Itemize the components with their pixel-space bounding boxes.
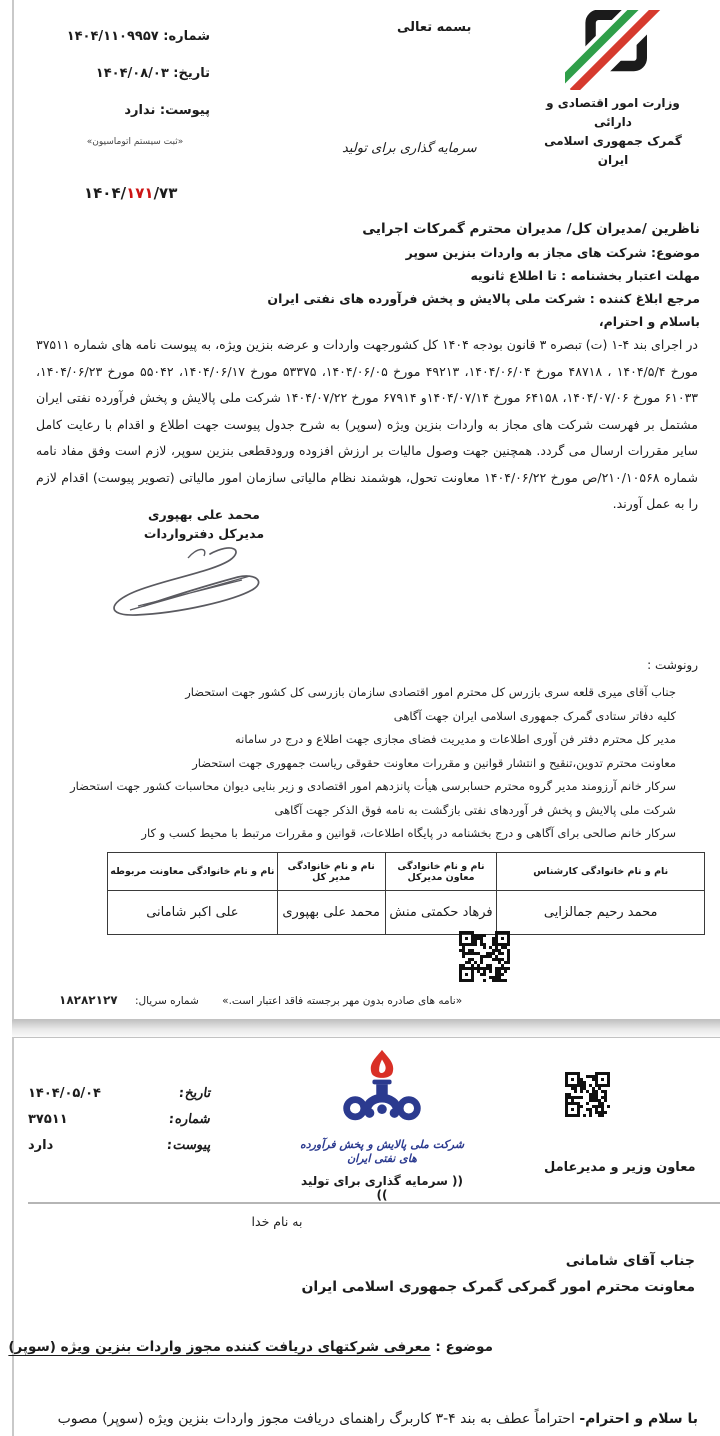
ministry-name: وزارت امور اقتصادی و دارائی bbox=[546, 96, 680, 129]
cc-item: مدیر کل محترم دفتر فن آوری اطلاعات و مدیریت فضای مجازی جهت اطلاع و درج در سامانه bbox=[235, 732, 676, 746]
attachment-value: دارد bbox=[28, 1138, 54, 1153]
cc-item: جناب آقای میری قلعه سری بازرس کل محترم امور اقتصادی سازمان بازرسی کل کشور جهت استحضار bbox=[185, 685, 676, 699]
attachment-label: پیوست: bbox=[159, 103, 210, 118]
table-row bbox=[108, 891, 705, 935]
cc-item: شرکت ملی پالایش و پخش فر آوردهای نفتی بازگشت به نامه فوق الذکر جهت آگاهی bbox=[274, 802, 676, 817]
cc-item: سرکار خانم صالحی برای آگاهی و درج بخشنامه در پایگاه اطلاعات، قوانین و مقررات مرتبط با محیط کسب و کار bbox=[141, 826, 676, 840]
customs-logo-block bbox=[528, 10, 698, 170]
related-deputy-name: علی اکبر شامانی bbox=[108, 891, 278, 935]
handwritten-signature bbox=[92, 540, 282, 622]
cc-title: رونوشت : bbox=[647, 658, 698, 672]
company-name-calligraphy: شرکت ملی پالایش و پخش فرآورده های نفتی ایران bbox=[299, 1138, 465, 1165]
signer-name: محمد علی بهپوری bbox=[148, 507, 260, 522]
director-general-name: محمد علی بهپوری bbox=[277, 891, 385, 935]
date-value: ۱۴۰۴/۰۸/۰۳ bbox=[95, 66, 169, 81]
letter-meta-page1 bbox=[30, 26, 210, 147]
ref-prefix: ۱۴۰۴/ bbox=[84, 184, 127, 202]
col-director-general: نام و نام خانوادگی مدیر کل bbox=[277, 853, 385, 891]
qr-code-page1 bbox=[459, 931, 510, 982]
cc-item: کلیه دفاتر ستادی گمرک جمهوری اسلامی ایران جهت آگاهی bbox=[393, 708, 676, 723]
number-value: ۳۷۵۱۱ bbox=[28, 1112, 68, 1127]
attachment-row bbox=[30, 100, 210, 122]
date-value: ۱۴۰۴/۰۵/۰۴ bbox=[28, 1086, 101, 1101]
attachment-label: پیوست: bbox=[166, 1138, 211, 1153]
serial-label: شماره سریال: bbox=[134, 995, 199, 1007]
signer-title: مدیرکل دفترواردات bbox=[143, 526, 265, 541]
attachment-row bbox=[28, 1138, 210, 1153]
number-label: شماره: bbox=[168, 1112, 211, 1127]
footer-notice-row bbox=[59, 993, 462, 1007]
table-header-row bbox=[108, 853, 705, 891]
niopdc-logo-block bbox=[297, 1048, 467, 1202]
recipient-title: معاونت محترم امور گمرکی گمرک جمهوری اسلامی ایران bbox=[301, 1279, 695, 1295]
automation-note: «ثبت سیستم اتوماسیون» bbox=[86, 137, 184, 147]
date-label: تاریخ: bbox=[173, 66, 210, 81]
niopdc-emblem-icon bbox=[334, 1048, 430, 1136]
subject-line-page2 bbox=[8, 1339, 493, 1355]
cc-section bbox=[34, 653, 698, 846]
col-deputy-director: نام و نام خانوادگی معاون مدیرکل bbox=[385, 853, 497, 891]
circular-ref-number bbox=[84, 184, 177, 202]
number-label: شماره: bbox=[163, 29, 210, 44]
ref-middle: ۱۷۱ bbox=[126, 184, 154, 202]
cc-item: معاونت محترم تدوین،تنقیح و انتشار قوانین و مقررات معاونت حقوقی ریاست جمهوری جهت استحضار bbox=[192, 755, 676, 770]
deputy-director-name: فرهاد حکمتی منش bbox=[385, 891, 497, 935]
letter-date-row bbox=[30, 63, 210, 85]
salutation-bold: با سلام و احترام- bbox=[579, 1411, 698, 1427]
letter-page-1 bbox=[12, 0, 720, 1020]
number-value: ۱۴۰۴/۱۱۰۹۹۵۷ bbox=[66, 29, 159, 44]
col-related-deputy: نام و نام خانوادگی معاونت مربوطه bbox=[108, 853, 278, 891]
page-separator bbox=[12, 1020, 720, 1037]
addressees-line: ناظرین /مدیران کل/ مدیران محترم گمرکات اجرایی bbox=[362, 221, 700, 237]
recipient-name: جناب آقای شامانی bbox=[565, 1253, 695, 1269]
footer-notice: «نامه های صادره بدون مهر برجسته فاقد اعتبار است.» bbox=[222, 995, 463, 1007]
qr-code-page2 bbox=[565, 1072, 610, 1117]
sender-title: معاون وزیر و مدیرعامل bbox=[544, 1160, 696, 1175]
header-slogan: سرمایه گذاری برای تولید bbox=[342, 141, 477, 156]
subject-line: موضوع: شرکت های مجاز به واردات بنزین سوپر bbox=[405, 245, 700, 260]
signatories-table bbox=[107, 852, 705, 935]
expert-name: محمد رحیم جمالزایی bbox=[497, 891, 705, 935]
customs-emblem-icon bbox=[565, 10, 661, 90]
letter-page-2 bbox=[8, 1037, 720, 1436]
issuer-line: مرجع ابلاغ کننده : شرکت ملی پالایش و پخش فرآورده های نفتی ایران bbox=[267, 291, 700, 306]
company-slogan: (( سرمایه گذاری برای تولید )) bbox=[300, 1174, 464, 1202]
letter-number-row bbox=[30, 26, 210, 48]
cc-item: سرکار خانم آرزومند مدیر گروه محترم حسابرسی هیأت پانزدهم امور اقتصادی و زیر بنایی دیوان محاسبات کشور جهت استحضار bbox=[70, 779, 676, 793]
letter-meta-page2 bbox=[28, 1086, 210, 1164]
attachment-value: ندارد bbox=[124, 103, 156, 118]
salutation-line: باسلام و احترام، bbox=[598, 314, 700, 329]
letter-body-page2 bbox=[34, 1406, 698, 1432]
subject-label: موضوع : bbox=[430, 1339, 493, 1355]
ref-suffix: /۷۳ bbox=[153, 184, 178, 202]
signer-block bbox=[109, 505, 299, 543]
letter-number-row bbox=[28, 1112, 210, 1127]
header-divider bbox=[28, 1202, 720, 1204]
bismillah-page2: به نام خدا bbox=[251, 1214, 303, 1229]
col-expert: نام و نام خانوادگی کارشناس bbox=[497, 853, 705, 891]
validity-line: مهلت اعتبار بخشنامه : تا اطلاع ثانویه bbox=[470, 268, 700, 283]
letter-body-paragraph: در اجرای بند ۴-۱ (ت) تبصره ۳ قانون بودجه ۱۴۰۴ کل کشورجهت واردات و عرضه بنزین ویژه، به پیوست نامه های شماره ۳۷۵۱۱ مورخ ۱۴۰۴/۵/۴ ، ۴۸۷۱۸ مورخ ۱۴۰۴/۰۶/۰۴، ۴۹۲۱۳ مورخ ۱۴۰۴/۰۶/۰۵، ۵۳۳۷۵ مورخ ۱۴۰۴/۰۶/۱۷، ۵۵۰۴۲ مورخ ۱۴۰۴/۰۶/۲۳، ۶۱۰۳۳ مورخ ۱۴۰۴/۰۷/۰۶، ۶۴۱۵۸ مورخ ۱۴۰۴/۰۷/۱۴و ۶۷۹۱۴ مورخ ۱۴۰۴/۰۷/۲۲ شرکت ملی پالایش و پخش فرآورده نفتی ایران مشتمل بر فهرست شرکت های مجاز به واردات بنزین ویژه (سوپر) به شرح جدول پیوست جهت اطلاع و اقدام با رعایت کامل سایر مقررات ارسال می گردد. همچنین جهت وصول مالیات بر ارزش افزوده ورودقطعی بنزین سوپر، لازم است وفق مفاد نامه شماره ۲۱۰/۱۰۵۶۸/ص مورخ ۱۴۰۴/۰۶/۲۲ معاونت تحول، هوشمند نظام مالیاتی سازمان امور مالیاتی (تصویر پیوست) اقدام لازم را به عمل آورند. bbox=[36, 337, 699, 511]
recipient-block bbox=[301, 1248, 695, 1300]
letter-date-row bbox=[28, 1086, 210, 1101]
body-continuation: احتراماً عطف به بند ۴-۳ کاربرگ راهنمای دریافت مجوز واردات بنزین ویژه (سوپر) مصوب bbox=[57, 1411, 580, 1427]
subject-text: معرفی شرکتهای دریافت کننده مجوز واردات بنزین ویژه (سوپر) bbox=[8, 1339, 431, 1355]
serial-value: ۱۸۲۸۲۱۲۷ bbox=[59, 993, 118, 1007]
organization-name: گمرک جمهوری اسلامی ایران bbox=[544, 134, 682, 167]
letter-intro-block bbox=[34, 217, 700, 333]
date-label: تاریخ: bbox=[178, 1086, 211, 1101]
bismillah-page1: بسمه تعالی bbox=[397, 20, 472, 35]
